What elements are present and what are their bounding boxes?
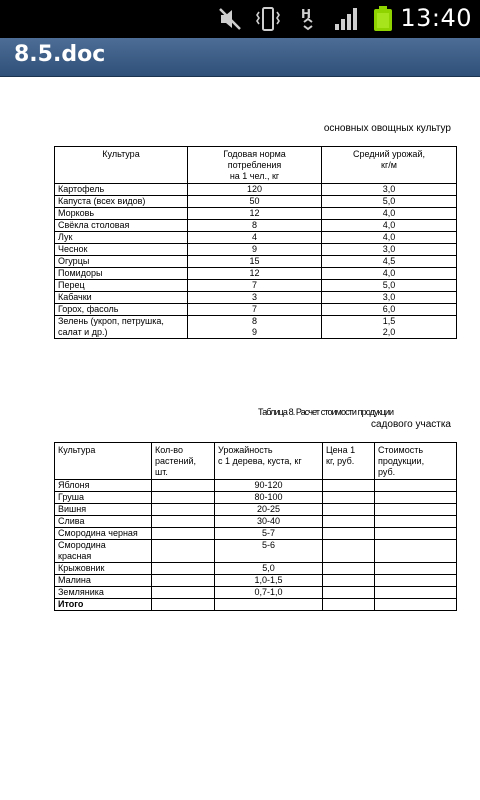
table-cell: 1,0-1,5 xyxy=(215,575,323,587)
table-row xyxy=(55,516,457,528)
table-cell: 7 xyxy=(188,304,322,316)
header-cell: Стоимость продукции, руб. xyxy=(375,443,457,480)
table-cell xyxy=(375,587,457,599)
header-cell: Кол-во растений, шт. xyxy=(152,443,215,480)
table-cell: 5-6 xyxy=(215,540,323,563)
table-cell xyxy=(323,492,375,504)
table-cell: 3,0 xyxy=(322,244,457,256)
table-cell xyxy=(323,575,375,587)
table-cell: 120 xyxy=(188,184,322,196)
document-title: 8.5.doc xyxy=(14,42,106,67)
table-row xyxy=(55,304,457,316)
table-cell: 8 xyxy=(188,220,322,232)
table-cell: 4,5 xyxy=(322,256,457,268)
table-row xyxy=(55,575,457,587)
clock: 13:40 xyxy=(400,4,472,32)
table-cell: Смородина черная xyxy=(55,528,152,540)
table-row xyxy=(55,256,457,268)
table-row xyxy=(55,268,457,280)
table-cell xyxy=(375,480,457,492)
data-hplus-icon xyxy=(300,6,322,32)
table-cell: 15 xyxy=(188,256,322,268)
table-cell: Кабачки xyxy=(55,292,188,304)
table-cell: Перец xyxy=(55,280,188,292)
status-bar xyxy=(0,0,480,38)
table-cell: Смородина красная xyxy=(55,540,152,563)
table-cell xyxy=(152,575,215,587)
header-cell: Урожайность с 1 дерева, куста, кг xyxy=(215,443,323,480)
table-cell: 0,7-1,0 xyxy=(215,587,323,599)
table-row xyxy=(55,504,457,516)
table-cell xyxy=(375,563,457,575)
table-cell xyxy=(375,528,457,540)
table-cell: Лук xyxy=(55,232,188,244)
table-cell xyxy=(323,540,375,563)
table-cell: Морковь xyxy=(55,208,188,220)
table-cell xyxy=(323,516,375,528)
table-row xyxy=(55,528,457,540)
table-cell: 30-40 xyxy=(215,516,323,528)
table-cell xyxy=(323,563,375,575)
battery-icon xyxy=(372,6,394,32)
table-cell xyxy=(152,516,215,528)
table-cell: 1,5 2,0 xyxy=(322,316,457,339)
table-cell: 3,0 xyxy=(322,292,457,304)
table-cell: 3 xyxy=(188,292,322,304)
table-cell: Свёкла столовая xyxy=(55,220,188,232)
table-cell: 5,0 xyxy=(322,280,457,292)
table-cell xyxy=(152,563,215,575)
table-cell: 5,0 xyxy=(215,563,323,575)
table-row xyxy=(55,244,457,256)
table-row xyxy=(55,316,457,339)
table-row xyxy=(55,599,457,611)
garden-yield-table xyxy=(54,442,457,611)
app-title-bar xyxy=(0,38,480,77)
table-cell: 80-100 xyxy=(215,492,323,504)
table-cell: 90-120 xyxy=(215,480,323,492)
table-cell: 9 xyxy=(188,244,322,256)
table-cell xyxy=(152,504,215,516)
table-cell: Зелень (укроп, петрушка, салат и др.) xyxy=(55,316,188,339)
table-cell: Чеснок xyxy=(55,244,188,256)
table-cell xyxy=(375,540,457,563)
table-cell xyxy=(375,599,457,611)
table-cell: 4,0 xyxy=(322,268,457,280)
table-cell: Горох, фасоль xyxy=(55,304,188,316)
table-row xyxy=(55,492,457,504)
table-cell: 20-25 xyxy=(215,504,323,516)
table-cell xyxy=(215,599,323,611)
table-row xyxy=(55,480,457,492)
table-cell xyxy=(152,480,215,492)
table-row xyxy=(55,220,457,232)
table-row xyxy=(55,196,457,208)
header-row xyxy=(55,147,457,184)
table-cell: Капуста (всех видов) xyxy=(55,196,188,208)
header-cell: Культура xyxy=(55,147,188,184)
table-cell xyxy=(375,492,457,504)
table-cell: Слива xyxy=(55,516,152,528)
table-cell xyxy=(152,492,215,504)
table-cell: 5-7 xyxy=(215,528,323,540)
header-cell: Годовая норма потребления на 1 чел., кг xyxy=(188,147,322,184)
table-cell xyxy=(323,587,375,599)
table-cell xyxy=(375,516,457,528)
table-cell: Яблоня xyxy=(55,480,152,492)
mute-icon xyxy=(218,6,244,32)
table-cell: 4,0 xyxy=(322,208,457,220)
table1-caption: основных овощных культур xyxy=(323,123,451,134)
table-cell xyxy=(375,504,457,516)
table-cell: Огурцы xyxy=(55,256,188,268)
table-cell: 3,0 xyxy=(322,184,457,196)
table-cell: Крыжовник xyxy=(55,563,152,575)
table-cell xyxy=(323,504,375,516)
document-view[interactable] xyxy=(0,77,480,800)
signal-icon xyxy=(334,6,360,32)
table-row xyxy=(55,184,457,196)
svg-text:H: H xyxy=(301,7,312,21)
table-cell xyxy=(152,540,215,563)
table-cell: 12 xyxy=(188,268,322,280)
header-row xyxy=(55,443,457,480)
table-cell: 6,0 xyxy=(322,304,457,316)
table-cell: 4,0 xyxy=(322,232,457,244)
table-row xyxy=(55,292,457,304)
table-row xyxy=(55,587,457,599)
table-cell xyxy=(152,587,215,599)
table-cell xyxy=(152,599,215,611)
table-cell: Вишня xyxy=(55,504,152,516)
table-cell xyxy=(152,528,215,540)
table-row xyxy=(55,208,457,220)
table2-caption: Таблица 8. Расчет стоимости продукции xyxy=(258,407,394,417)
table-cell: Помидоры xyxy=(55,268,188,280)
table-row xyxy=(55,540,457,563)
table-cell xyxy=(375,575,457,587)
table-cell: 4 xyxy=(188,232,322,244)
vegetable-norms-table xyxy=(54,146,457,339)
table-cell: Малина xyxy=(55,575,152,587)
table-cell xyxy=(323,599,375,611)
table-cell: Земляника xyxy=(55,587,152,599)
table-cell xyxy=(323,528,375,540)
table-cell: 12 xyxy=(188,208,322,220)
table-cell xyxy=(323,480,375,492)
table-cell: Итого xyxy=(55,599,152,611)
table-cell: Груша xyxy=(55,492,152,504)
table-cell: 5,0 xyxy=(322,196,457,208)
header-cell: Культура xyxy=(55,443,152,480)
table-row xyxy=(55,280,457,292)
table-row xyxy=(55,563,457,575)
table-cell: 50 xyxy=(188,196,322,208)
header-cell: Цена 1 кг, руб. xyxy=(323,443,375,480)
header-cell: Средний урожай, кг/м xyxy=(322,147,457,184)
table-cell: 8 9 xyxy=(188,316,322,339)
table-row xyxy=(55,232,457,244)
table-cell: 7 xyxy=(188,280,322,292)
table-cell: 4,0 xyxy=(322,220,457,232)
vibrate-icon xyxy=(254,6,282,32)
table-cell: Картофель xyxy=(55,184,188,196)
table2-caption-line2: садового участка xyxy=(371,419,451,430)
